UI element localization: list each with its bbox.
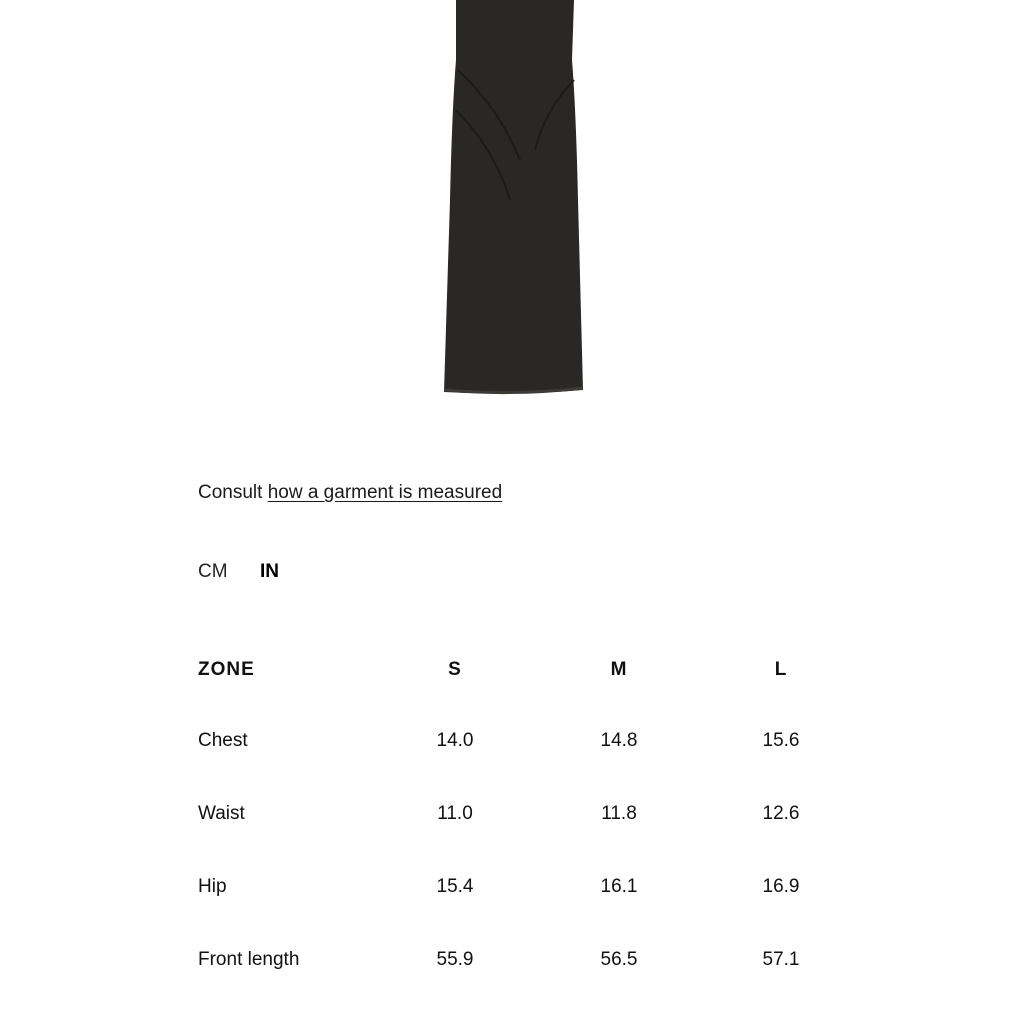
header-l: L xyxy=(774,659,788,680)
cell: 11.0 xyxy=(437,803,473,824)
table-row xyxy=(198,730,898,754)
cell: 14.8 xyxy=(600,730,638,751)
cell: 16.1 xyxy=(600,876,638,897)
cell: 14.0 xyxy=(436,730,474,751)
zone-label: Chest xyxy=(198,730,248,751)
table-row xyxy=(198,876,898,900)
cell: 11.8 xyxy=(601,803,637,824)
product-image xyxy=(0,0,1024,420)
cell: 55.9 xyxy=(436,949,474,970)
table-row xyxy=(198,803,898,827)
skirt xyxy=(444,0,583,394)
header-s: S xyxy=(448,659,462,680)
cell: 57.1 xyxy=(762,949,800,970)
header-zone: ZONE xyxy=(198,659,255,680)
unit-in[interactable]: IN xyxy=(260,561,279,582)
table-header xyxy=(198,659,898,683)
zone-label: Hip xyxy=(198,876,227,897)
unit-cm[interactable]: CM xyxy=(198,561,228,582)
consult-text: Consult how a garment is measured xyxy=(198,482,503,503)
how-measured-link[interactable]: how a garment is measured xyxy=(267,482,503,503)
cell: 16.9 xyxy=(762,876,800,897)
cell: 56.5 xyxy=(600,949,638,970)
table-row xyxy=(198,949,898,973)
cell: 15.6 xyxy=(762,730,800,751)
zone-label: Waist xyxy=(198,803,245,824)
zone-label: Front length xyxy=(198,949,300,970)
header-m: M xyxy=(610,659,628,680)
cell: 12.6 xyxy=(762,803,800,824)
cell: 15.4 xyxy=(436,876,474,897)
